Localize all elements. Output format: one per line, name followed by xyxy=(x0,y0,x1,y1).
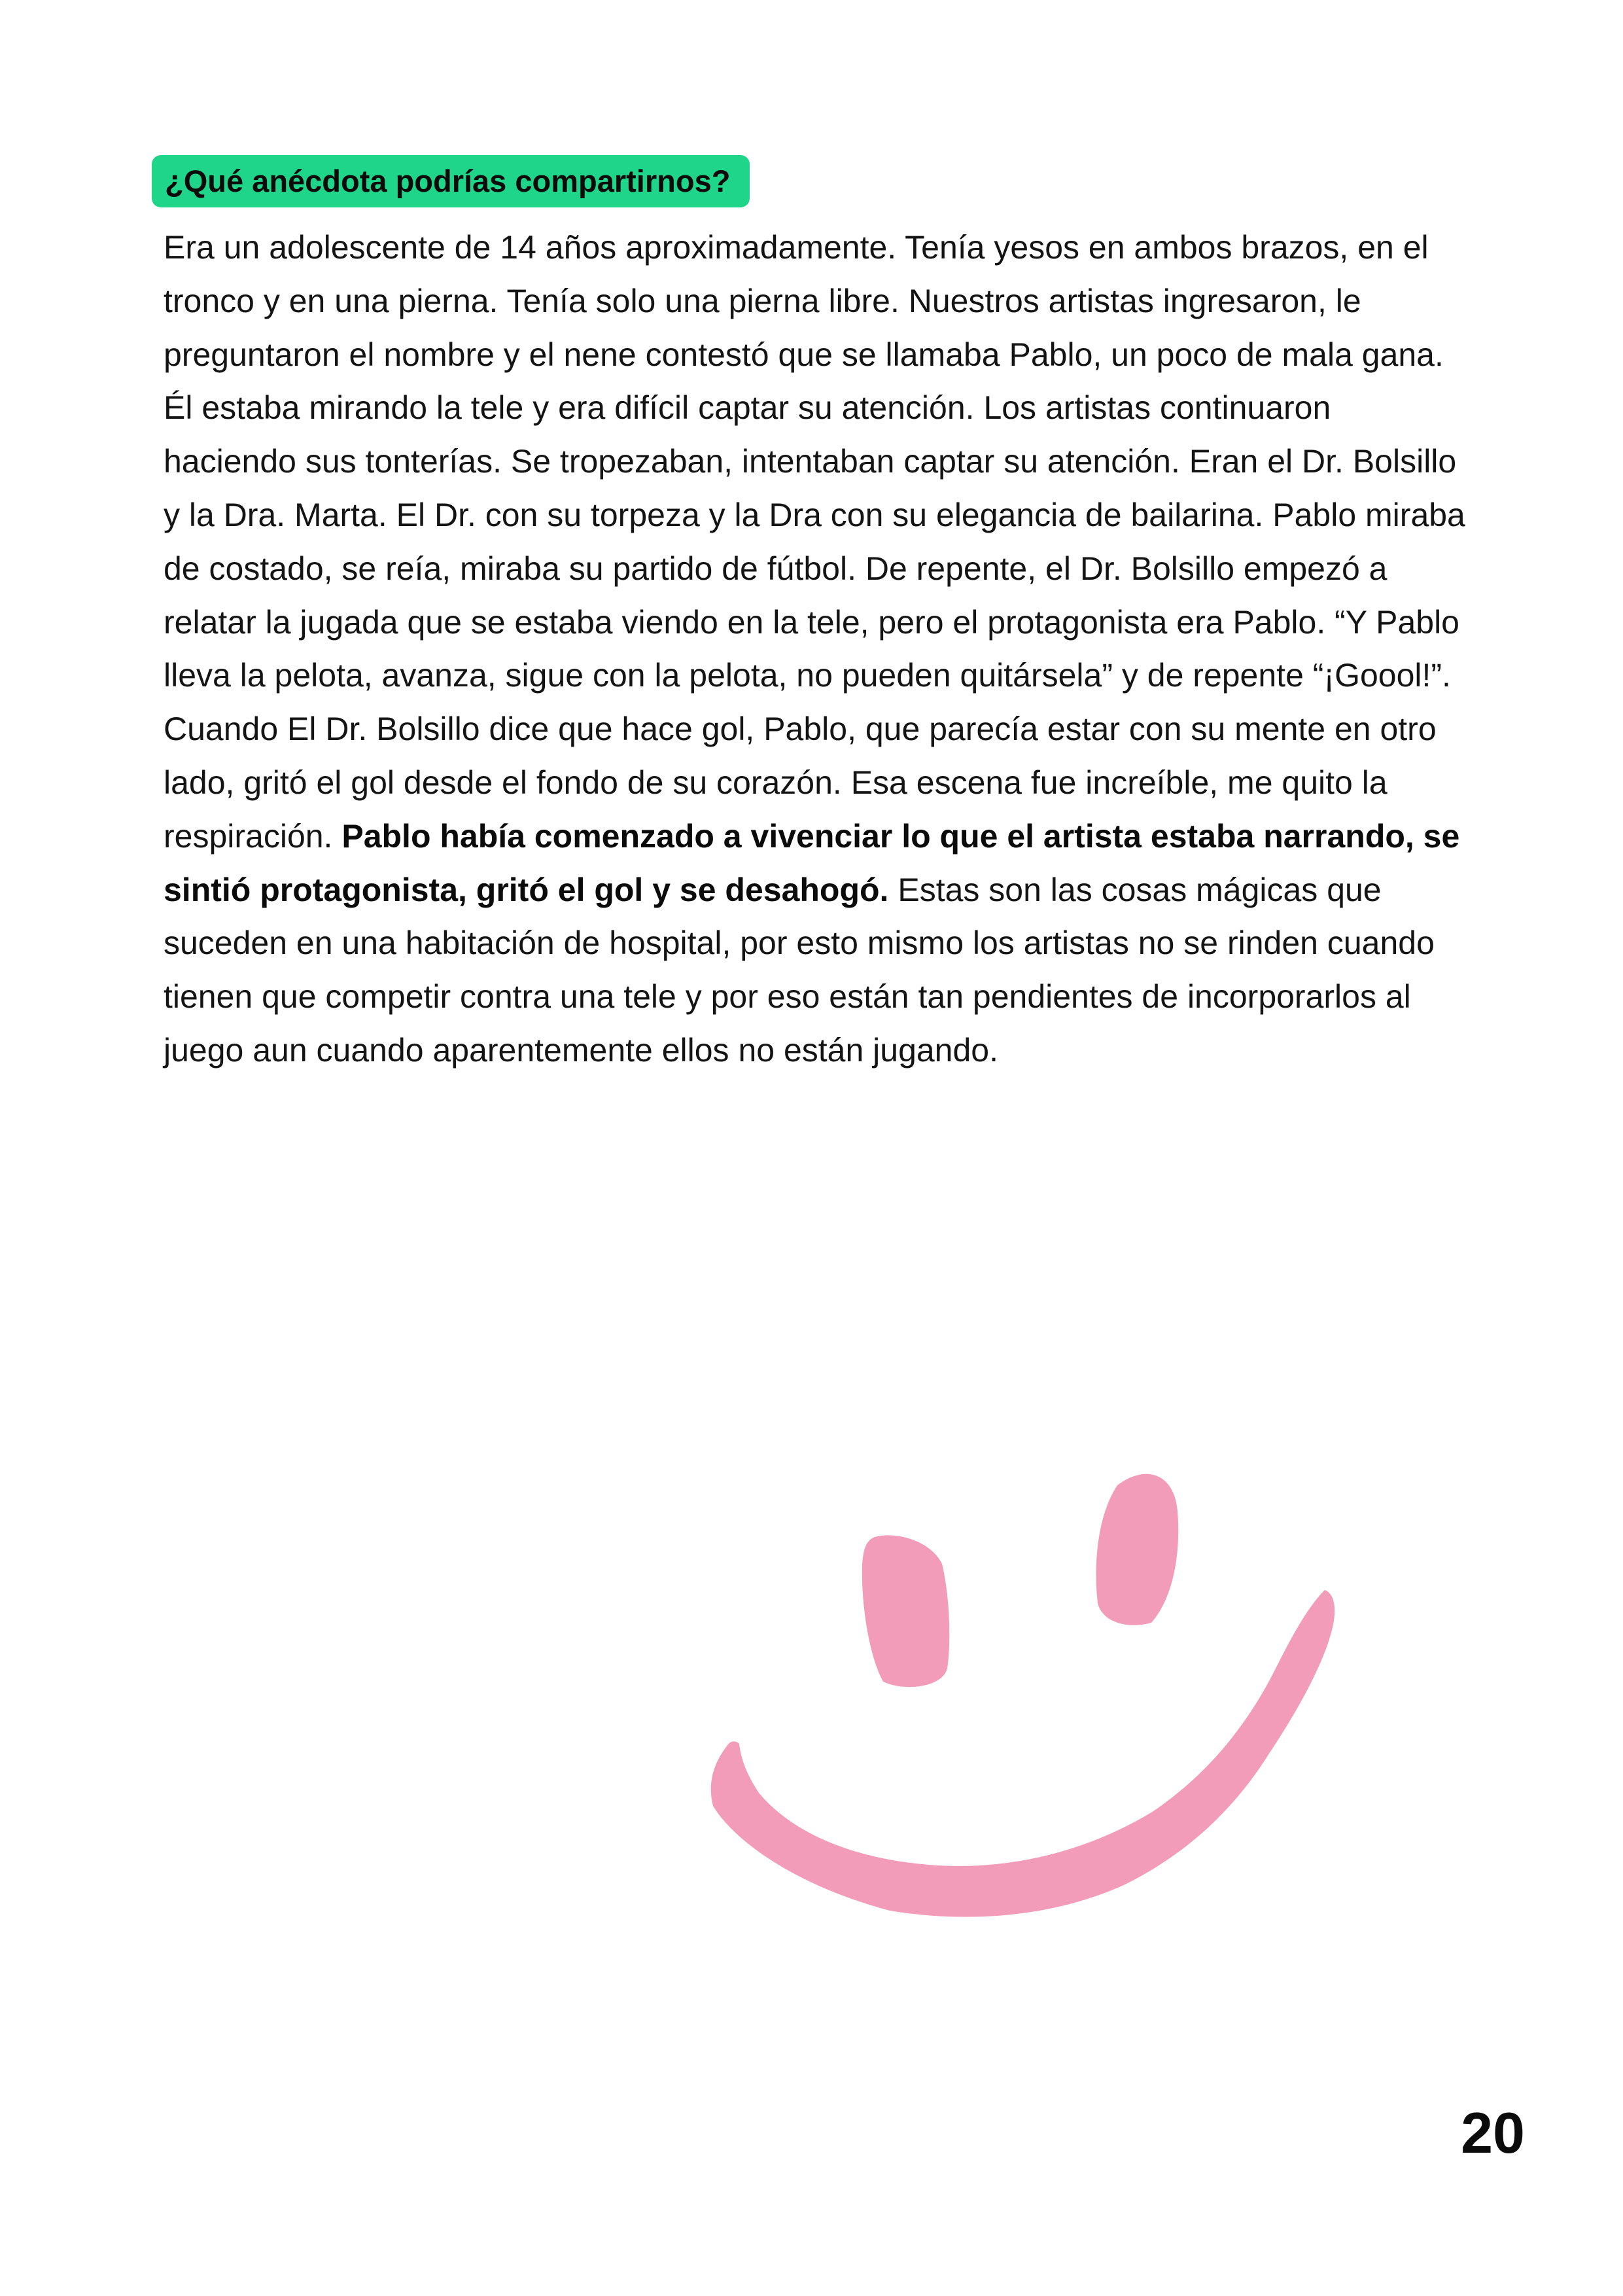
page-number: 20 xyxy=(1461,2100,1525,2165)
smiley-face-icon xyxy=(693,1466,1374,1937)
anecdote-text-after: Estas son las cosas mágicas que suceden en una habitación de hospital, por esto mismo los artistas no se rinden cuando tienen que competir contra una tele y por eso están tan pendientes de incorporarlos al juego aun cuando aparentemente ellos no están jugando. xyxy=(164,871,1435,1069)
anecdote-text-bold: Pablo había comenzado a vivenciar lo que el artista estaba narrando, se sintió protagonista, gritó el gol y se desahogó. xyxy=(164,817,1460,908)
smiley-left-eye xyxy=(862,1535,949,1687)
smiley-mouth xyxy=(711,1590,1335,1917)
anecdote-paragraph xyxy=(164,221,1472,1078)
question-label: ¿Qué anécdota podrías compartirnos? xyxy=(152,155,750,207)
smiley-right-eye xyxy=(1096,1474,1179,1625)
anecdote-text-before: Era un adolescente de 14 años aproximadamente. Tenía yesos en ambos brazos, en el tronco y en una pierna. Tenía solo una pierna libre. Nuestros artistas ingresaron, le preguntaron el nombre y el nene contestó que se llamaba Pablo, un poco de mala gana. Él estaba mirando la tele y era difícil captar su atención. Los artistas continuaron haciendo sus tonterías. Se tropezaban, intentaban captar su atención. Eran el Dr. Bolsillo y la Dra. Marta. El Dr. con su torpeza y la Dra con su elegancia de bailarina. Pablo miraba de costado, se reía, miraba su partido de fútbol. De repente, el Dr. Bolsillo empezó a relatar la jugada que se estaba viendo en la tele, pero el protagonista era Pablo. “Y Pablo lleva la pelota, avanza, sigue con la pelota, no pueden quitársela” y de repente “¡Goool!”. Cuando El Dr. Bolsillo dice que hace gol, Pablo, que parecía estar con su mente en otro lado, gritó el gol desde el fondo de su corazón. Esa escena fue increíble, me quito la respiración. xyxy=(164,229,1465,855)
